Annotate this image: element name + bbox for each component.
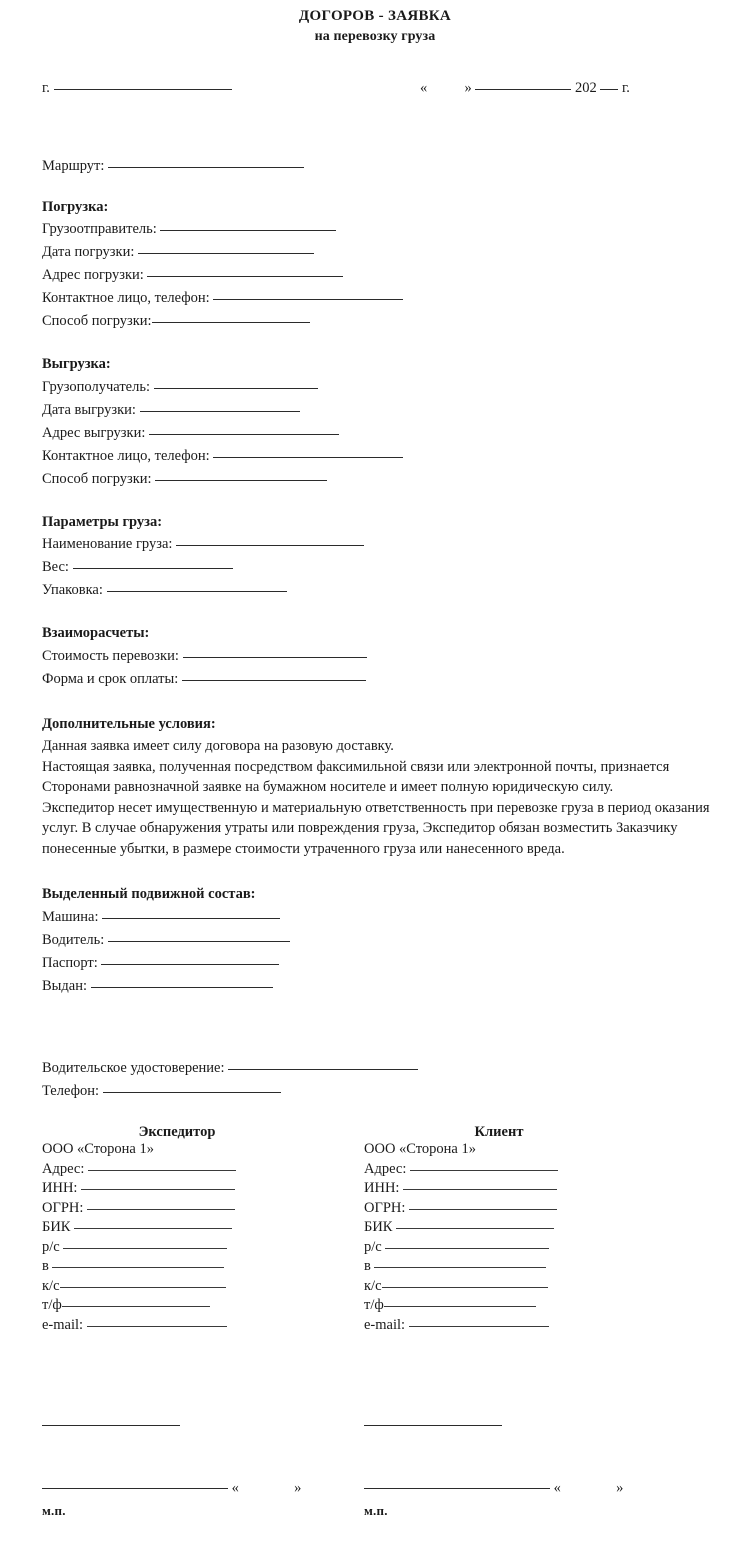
field-label: т/ф bbox=[364, 1297, 384, 1313]
field-row bbox=[42, 557, 720, 577]
field-label: Способ погрузки: bbox=[42, 470, 152, 487]
city-field bbox=[42, 81, 232, 96]
field-input-rule[interactable] bbox=[160, 230, 336, 231]
field-row bbox=[42, 1238, 372, 1258]
loading-heading: Погрузка: bbox=[42, 198, 109, 215]
stamp-date-row bbox=[42, 1480, 382, 1496]
field-label: к/с bbox=[364, 1277, 382, 1294]
field-label: Способ погрузки: bbox=[42, 313, 152, 329]
field-input-rule[interactable] bbox=[152, 322, 310, 323]
field-row bbox=[42, 288, 720, 308]
year-prefix: 202 bbox=[575, 80, 597, 96]
field-label: Грузоотправитель: bbox=[42, 221, 157, 237]
field-input-rule[interactable] bbox=[183, 657, 367, 658]
fleet-section bbox=[42, 887, 720, 996]
loading-section bbox=[42, 200, 720, 332]
quote-close: » bbox=[464, 80, 472, 96]
month-input-rule[interactable] bbox=[475, 89, 571, 90]
field-input-rule[interactable] bbox=[102, 918, 280, 919]
additional-terms-paragraph: Настоящая заявка, полученная посредством факсимильной связи или электронной почты, признается Сторонами равнозначной заявке на бумажном носителе и имеет полную юридическую силу. bbox=[42, 758, 670, 795]
cargo-section bbox=[42, 515, 720, 601]
signature-org-name: ООО «Сторона 1» bbox=[42, 1141, 154, 1157]
signature-column-title: Экспедитор bbox=[138, 1123, 216, 1140]
field-label: Стоимость перевозки: bbox=[42, 647, 179, 664]
field-label: Машина: bbox=[42, 908, 99, 925]
stamp-signature-line[interactable] bbox=[42, 1488, 228, 1489]
field-row bbox=[42, 311, 720, 331]
field-label: Дата погрузки: bbox=[42, 244, 135, 260]
additional-terms-section bbox=[42, 717, 720, 860]
field-row bbox=[42, 1296, 372, 1316]
signature-column-expeditor bbox=[42, 1125, 372, 1336]
field-row bbox=[42, 1058, 720, 1078]
field-row bbox=[42, 242, 720, 262]
field-label: Паспорт: bbox=[42, 954, 98, 971]
field-label: Водитель: bbox=[42, 931, 105, 948]
field-row bbox=[42, 580, 720, 600]
field-row bbox=[42, 1199, 372, 1219]
field-input-rule[interactable] bbox=[154, 388, 318, 389]
field-row bbox=[42, 1257, 372, 1277]
field-row bbox=[42, 669, 720, 689]
signature-column-title: Клиент bbox=[474, 1123, 524, 1140]
field-row bbox=[42, 1179, 372, 1199]
field-input-rule[interactable] bbox=[81, 1189, 235, 1190]
field-row bbox=[364, 1218, 694, 1238]
field-label: т/ф bbox=[42, 1297, 62, 1313]
field-row bbox=[364, 1296, 694, 1316]
field-label: в bbox=[364, 1258, 371, 1274]
signature-line[interactable] bbox=[364, 1425, 502, 1426]
field-label: Наименование груза: bbox=[42, 536, 173, 552]
date-field bbox=[420, 81, 630, 96]
field-input-rule[interactable] bbox=[213, 457, 403, 458]
quote-close: » bbox=[294, 1480, 302, 1496]
city-date-row bbox=[42, 81, 720, 107]
signature-column-client bbox=[364, 1125, 694, 1336]
document-title: ДОГОРОВ - ЗАЯВКА bbox=[298, 8, 452, 24]
field-row bbox=[42, 1218, 372, 1238]
additional-terms-paragraph: Экспедитор несет имущественную и материальную ответственность при перевозке груза в период оказания услуг. В случае обнаружения утраты или повреждения груза, Экспедитор обязан возместить Заказчику понесенные убытки, в размере стоимости утраченного груза или нанесенного вреда. bbox=[42, 799, 710, 857]
field-row bbox=[42, 1160, 372, 1180]
field-label: Водительское удостоверение: bbox=[42, 1059, 225, 1076]
field-row bbox=[364, 1257, 694, 1277]
field-row bbox=[42, 1316, 372, 1336]
field-input-rule[interactable] bbox=[73, 568, 233, 569]
field-row bbox=[42, 953, 720, 973]
stamp-signature-line[interactable] bbox=[364, 1488, 550, 1489]
route-input-rule[interactable] bbox=[108, 167, 304, 168]
field-row bbox=[42, 377, 720, 397]
field-row bbox=[42, 1277, 372, 1297]
field-input-rule[interactable] bbox=[385, 1248, 549, 1249]
settlements-section bbox=[42, 626, 720, 689]
field-input-rule[interactable] bbox=[138, 253, 314, 254]
field-input-rule[interactable] bbox=[101, 964, 279, 965]
field-row bbox=[42, 1081, 720, 1101]
route-label: Маршрут: bbox=[42, 158, 105, 174]
field-label: к/с bbox=[42, 1277, 60, 1294]
field-label: Выдан: bbox=[42, 977, 88, 994]
field-label: Упаковка: bbox=[42, 582, 103, 598]
field-label: Форма и срок оплаты: bbox=[42, 670, 179, 687]
field-input-rule[interactable] bbox=[60, 1287, 226, 1288]
stamp-column-client bbox=[364, 1425, 704, 1519]
field-input-rule[interactable] bbox=[52, 1267, 224, 1268]
field-label: Грузополучатель: bbox=[42, 378, 150, 395]
signature-org-name: ООО «Сторона 1» bbox=[364, 1141, 476, 1157]
quote-open: « bbox=[553, 1480, 561, 1496]
field-label: ИНН: bbox=[42, 1180, 78, 1196]
field-input-rule[interactable] bbox=[103, 1092, 281, 1093]
field-label: в bbox=[42, 1258, 49, 1274]
field-input-rule[interactable] bbox=[87, 1209, 235, 1210]
field-row bbox=[42, 907, 720, 927]
quote-open: « bbox=[231, 1480, 239, 1496]
field-input-rule[interactable] bbox=[374, 1267, 546, 1268]
field-label: БИК bbox=[364, 1219, 393, 1235]
signature-line[interactable] bbox=[42, 1425, 180, 1426]
fleet-heading: Выделенный подвижной состав: bbox=[42, 886, 256, 902]
additional-terms-heading: Дополнительные условия: bbox=[42, 715, 216, 732]
quote-close: » bbox=[616, 1480, 624, 1496]
field-input-rule[interactable] bbox=[213, 299, 403, 300]
field-input-rule[interactable] bbox=[62, 1306, 210, 1307]
field-row bbox=[42, 423, 720, 443]
field-label: Дата выгрузки: bbox=[42, 401, 136, 418]
settlements-heading: Взаиморасчеты: bbox=[42, 625, 150, 641]
route-field bbox=[42, 159, 720, 174]
field-input-rule[interactable] bbox=[382, 1287, 548, 1288]
field-input-rule[interactable] bbox=[176, 545, 364, 546]
field-input-rule[interactable] bbox=[91, 987, 273, 988]
field-input-rule[interactable] bbox=[140, 411, 300, 412]
field-label: Вес: bbox=[42, 559, 69, 575]
field-label: Контактное лицо, телефон: bbox=[42, 290, 210, 306]
field-input-rule[interactable] bbox=[74, 1228, 232, 1229]
field-input-rule[interactable] bbox=[147, 276, 343, 277]
document-subtitle: на перевозку груза bbox=[314, 29, 436, 44]
seal-label: м.п. bbox=[364, 1503, 388, 1518]
field-input-rule[interactable] bbox=[63, 1248, 227, 1249]
field-input-rule[interactable] bbox=[403, 1189, 557, 1190]
field-row bbox=[42, 534, 720, 554]
field-label: Адрес: bbox=[364, 1160, 407, 1177]
field-row bbox=[364, 1277, 694, 1297]
stamp-column-expeditor bbox=[42, 1425, 382, 1519]
field-row bbox=[364, 1160, 694, 1180]
field-label: Адрес выгрузки: bbox=[42, 424, 146, 441]
field-row bbox=[42, 219, 720, 239]
field-label: БИК bbox=[42, 1219, 71, 1235]
field-label: e-mail: bbox=[42, 1316, 84, 1333]
city-input-rule[interactable] bbox=[54, 89, 232, 90]
field-input-rule[interactable] bbox=[409, 1209, 557, 1210]
field-label: р/с bbox=[42, 1238, 60, 1255]
field-row bbox=[42, 469, 720, 489]
field-label: ИНН: bbox=[364, 1180, 400, 1196]
field-input-rule[interactable] bbox=[409, 1326, 549, 1327]
field-row bbox=[364, 1199, 694, 1219]
quote-open: « bbox=[420, 80, 428, 96]
field-input-rule[interactable] bbox=[88, 1170, 236, 1171]
field-input-rule[interactable] bbox=[182, 680, 366, 681]
field-input-rule[interactable] bbox=[384, 1306, 536, 1307]
field-row bbox=[42, 976, 720, 996]
stamp-date-row bbox=[364, 1480, 704, 1496]
field-row bbox=[42, 646, 720, 666]
document-body bbox=[0, 80, 750, 1333]
field-row bbox=[364, 1238, 694, 1258]
field-label: р/с bbox=[364, 1238, 382, 1255]
unloading-section bbox=[42, 357, 720, 489]
field-label: Телефон: bbox=[42, 1082, 100, 1099]
field-row bbox=[364, 1179, 694, 1199]
field-input-rule[interactable] bbox=[107, 591, 287, 592]
cargo-heading: Параметры груза: bbox=[42, 513, 163, 530]
field-label: ОГРН: bbox=[42, 1199, 84, 1216]
field-row bbox=[42, 400, 720, 420]
field-row bbox=[42, 265, 720, 285]
year-suffix: г. bbox=[622, 80, 630, 96]
unloading-heading: Выгрузка: bbox=[42, 356, 111, 372]
field-input-rule[interactable] bbox=[396, 1228, 554, 1229]
year-input-rule[interactable] bbox=[600, 89, 618, 90]
driver-license-section bbox=[42, 1058, 720, 1101]
document-title-block bbox=[0, 0, 750, 45]
field-input-rule[interactable] bbox=[410, 1170, 558, 1171]
field-row bbox=[42, 446, 720, 466]
field-input-rule[interactable] bbox=[87, 1326, 227, 1327]
city-label: г. bbox=[42, 80, 50, 96]
field-input-rule[interactable] bbox=[108, 941, 290, 942]
field-input-rule[interactable] bbox=[149, 434, 339, 435]
field-label: Адрес погрузки: bbox=[42, 267, 144, 283]
field-label: ОГРН: bbox=[364, 1199, 406, 1216]
field-label: Контактное лицо, телефон: bbox=[42, 447, 210, 464]
field-label: e-mail: bbox=[364, 1316, 406, 1333]
seal-label: м.п. bbox=[42, 1503, 66, 1518]
field-input-rule[interactable] bbox=[228, 1069, 418, 1070]
field-row bbox=[42, 930, 720, 950]
field-row bbox=[364, 1316, 694, 1336]
field-input-rule[interactable] bbox=[155, 480, 327, 481]
field-label: Адрес: bbox=[42, 1160, 85, 1177]
additional-terms-paragraph: Данная заявка имеет силу договора на разовую доставку. bbox=[42, 738, 394, 754]
